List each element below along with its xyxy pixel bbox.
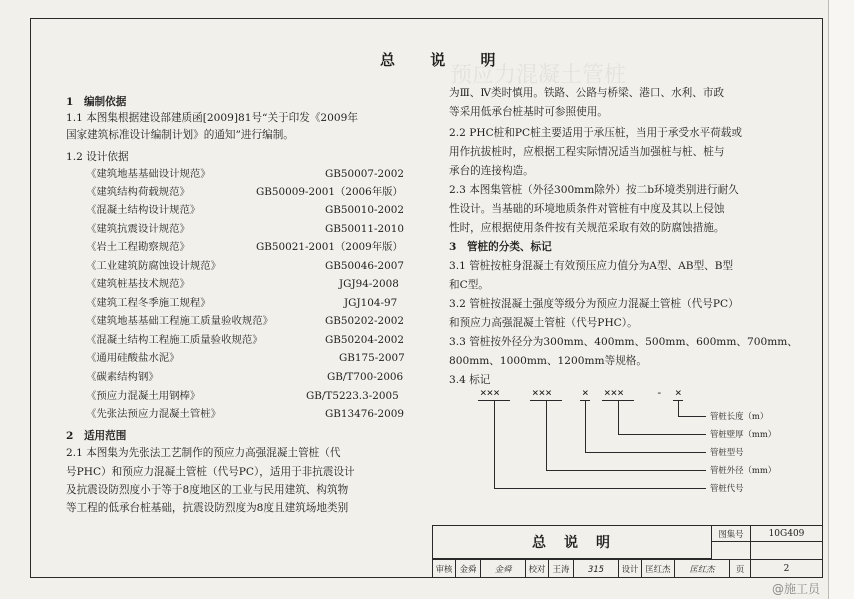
titleblock-page-label: 页 <box>729 559 751 578</box>
para-3-1-line1: 3.1 管桩按桩身混凝土有效预压应力值分为A型、AB型、B型 <box>449 260 734 272</box>
bleed-through-text: 预应力混凝土管桩 <box>450 63 627 88</box>
label-pile-code: 管桩代号 <box>710 483 744 493</box>
para-1-2: 1.2 设计依据 <box>66 151 129 163</box>
standard-name: 《建筑地基基础工程施工质量验收规范》 <box>86 315 274 327</box>
para-3-4-heading: 3.4 标记 <box>449 374 491 386</box>
titleblock-page-no: 2 <box>750 559 823 578</box>
label-pile-type: 管桩型号 <box>710 447 744 457</box>
standard-code: GB/T700-2006 <box>327 371 404 383</box>
standard-code: JGJ94-2008 <box>339 278 399 290</box>
para-2-1-cont1: 为Ⅲ、Ⅳ类时慎用。铁路、公路与桥梁、港口、水利、市政 <box>449 87 725 99</box>
standard-name: 《预应力混凝土用钢棒》 <box>86 390 201 402</box>
titleblock-design-name: 匡红杰 <box>641 559 675 578</box>
standard-name: 《建筑桩基技术规范》 <box>86 278 190 290</box>
para-2-1-line1: 2.1 本图集为先张法工艺制作的预应力高强混凝土管桩（代 <box>66 447 341 459</box>
binding-edge <box>828 0 854 599</box>
section-2-heading: 2 适用范围 <box>66 430 127 442</box>
titleblock-atlas-blank <box>711 541 751 560</box>
titleblock-check-name: 王涛 <box>548 559 574 578</box>
para-2-1-line3: 及抗震设防烈度小于等于8度地区的工业与民用建筑、构筑物 <box>66 484 349 496</box>
para-1-1-line2: 国家建筑标准设计编制计划》的通知”进行编制。 <box>66 129 294 141</box>
para-2-2-line2: 用作抗拔桩时，应根据工程实际情况适当加强桩与桩、桩与 <box>449 146 725 158</box>
standard-name: 《建筑结构荷载规范》 <box>86 186 190 198</box>
standard-code: GB50204-2002 <box>325 334 404 346</box>
para-3-2-line1: 3.2 管桩按混凝土强度等级分为预应力混凝土管桩（代号PC） <box>449 298 739 310</box>
standard-code: GB50202-2002 <box>325 315 404 327</box>
label-wall-thickness: 管桩壁厚（mm） <box>710 429 777 439</box>
para-3-3-line2: 800mm、1000mm、1200mm等规格。 <box>449 355 647 367</box>
standard-name: 《混凝土结构工程施工质量验收规范》 <box>86 334 263 346</box>
title-block <box>432 525 823 578</box>
titleblock-atlas-label: 图集号 <box>711 525 751 542</box>
titleblock-drawing-name: 总 说 明 <box>432 525 712 559</box>
titleblock-design-label: 设计 <box>618 559 642 578</box>
standard-code: GB50009-2001（2006年版） <box>256 186 403 198</box>
para-2-2-line1: 2.2 PHC桩和PC桩主要适用于承压桩，当用于承受水平荷载或 <box>449 127 742 139</box>
para-2-3-line2: 性设计。当基础的环境地质条件对管桩有中度及其以上侵蚀 <box>449 203 725 215</box>
para-2-1-line2: 号PHC）和预应力混凝土管桩（代号PC），适用于非抗震设计 <box>66 466 355 478</box>
mark-group-length: × <box>675 386 682 399</box>
titleblock-review-label: 审核 <box>432 559 456 578</box>
standard-name: 《碳素结构钢》 <box>86 371 159 383</box>
titleblock-check-label: 校对 <box>525 559 549 578</box>
standard-name: 《建筑工程冬季施工规程》 <box>86 297 211 309</box>
mark-group-type: × <box>582 386 589 399</box>
standard-code: JGJ104-97 <box>344 297 398 309</box>
standard-code: GB50011-2010 <box>325 223 404 235</box>
standard-name: 《先张法预应力混凝土管桩》 <box>86 408 222 420</box>
watermark: @施工员 <box>772 582 821 596</box>
pile-marking-diagram <box>470 386 810 496</box>
para-3-1-line2: 和C型。 <box>449 279 489 291</box>
standard-name: 《工业建筑防腐蚀设计规范》 <box>86 260 222 272</box>
mark-dash: - <box>656 386 663 399</box>
titleblock-check-signature: 315 <box>573 559 619 578</box>
mark-group-wall-thickness: ××× <box>604 386 624 399</box>
standard-code: GB50021-2001（2009年版） <box>256 241 403 253</box>
para-2-3-line3: 性时，应根据使用条件按有关规范采取有效的防腐蚀措施。 <box>449 222 725 234</box>
titleblock-atlas-blank2 <box>750 541 823 560</box>
label-pile-length: 管桩长度（m） <box>710 411 769 421</box>
standard-name: 《建筑地基基础设计规范》 <box>86 168 211 180</box>
mark-group-outer-diameter: ××× <box>532 386 552 399</box>
para-2-1-line4: 等工程的低承台桩基础，抗震设防烈度为8度且建筑场地类别 <box>66 502 349 514</box>
mark-group-pile-code: ××× <box>480 386 500 399</box>
standard-code: GB50046-2007 <box>325 260 404 272</box>
titleblock-review-signature: 金舜 <box>480 559 526 578</box>
para-2-3-line1: 2.3 本图集管桩（外径300mm除外）按二b环境类别进行耐久 <box>449 184 739 196</box>
titleblock-atlas-no: 10G409 <box>750 525 823 542</box>
para-3-3-line1: 3.3 管桩按外径分为300mm、400mm、500mm、600mm、700mm、 <box>449 336 798 348</box>
section-1-heading: 1 编制依据 <box>66 96 127 108</box>
para-2-1-cont2: 等采用低承台桩基时可参照使用。 <box>449 106 608 118</box>
standard-name: 《岩土工程勘察规范》 <box>86 241 190 253</box>
standard-code: GB/T5223.3-2005 <box>306 390 399 402</box>
para-3-2-line2: 和预应力高强混凝土管桩（代号PHC）。 <box>449 317 638 329</box>
titleblock-review-name: 金舜 <box>455 559 481 578</box>
titleblock-design-signature: 匡红杰 <box>674 559 730 578</box>
section-3-heading: 3 管桩的分类、标记 <box>449 241 552 253</box>
standard-name: 《建筑抗震设计规范》 <box>86 223 190 235</box>
standard-name: 《通用硅酸盐水泥》 <box>86 352 180 364</box>
standard-code: GB50007-2002 <box>325 168 404 180</box>
standard-code: GB175-2007 <box>339 352 405 364</box>
standard-name: 《混凝土结构设计规范》 <box>86 204 201 216</box>
label-outer-diameter: 管桩外径（mm） <box>710 465 777 475</box>
para-1-1-line1: 1.1 本图集根据建设部建质函[2009]81号“关于印发《2009年 <box>66 112 358 124</box>
standard-code: GB50010-2002 <box>325 204 404 216</box>
page-title: 总 说 明 <box>380 51 511 69</box>
para-2-2-line3: 承台的连接构造。 <box>449 165 534 177</box>
standard-code: GB13476-2009 <box>325 408 404 420</box>
